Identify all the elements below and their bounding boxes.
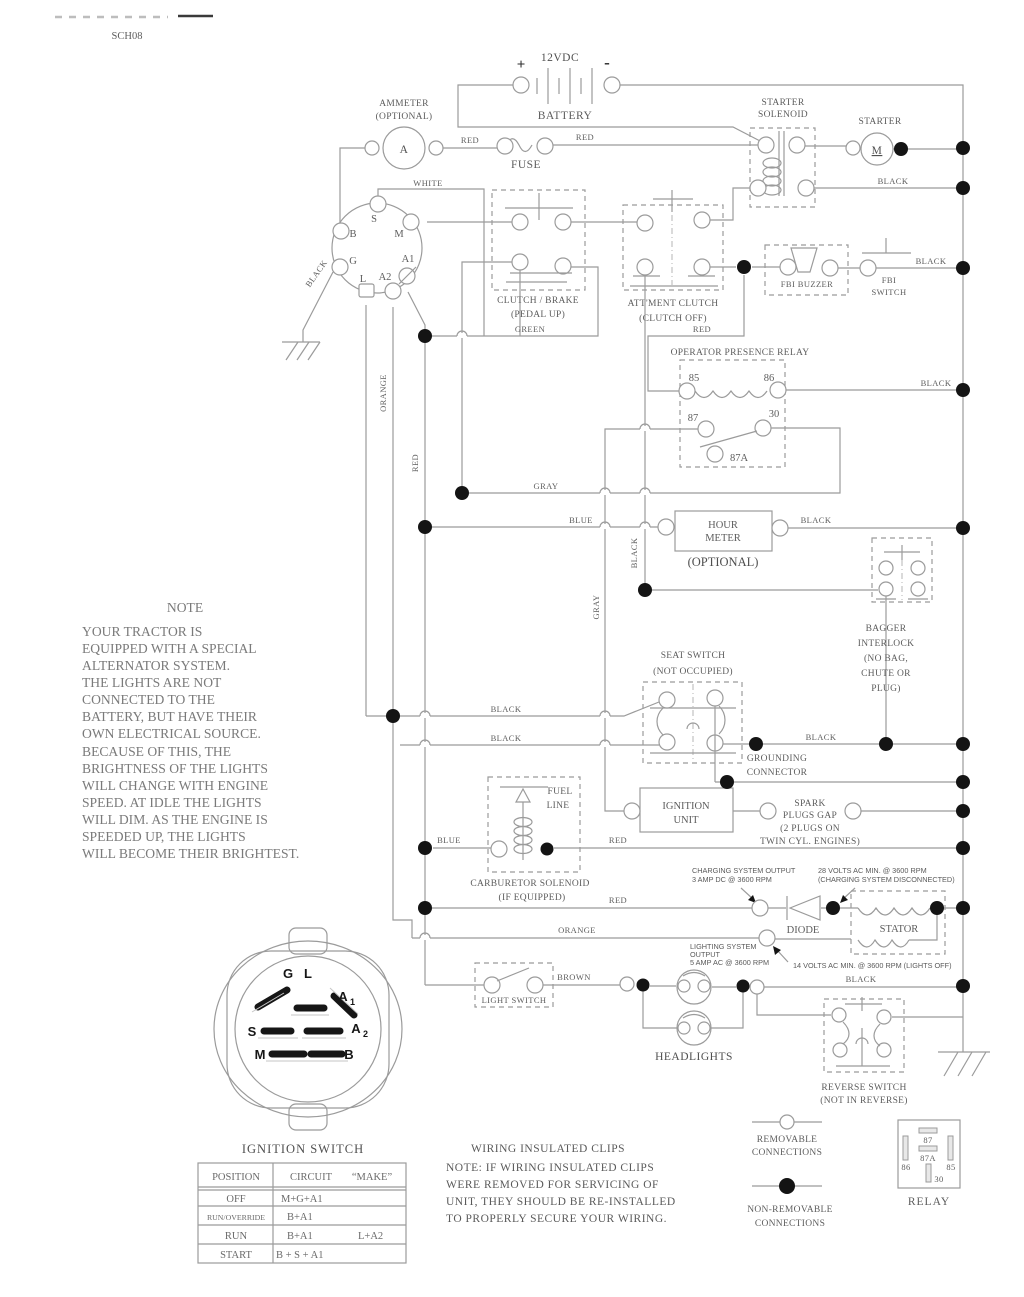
fbi-switch <box>860 238 963 297</box>
connector-pin-s: S <box>247 1024 257 1039</box>
wire-label-red: RED <box>575 132 595 142</box>
bagger-label3: (NO BAG, <box>863 654 909 664</box>
wire-label-gray: GRAY <box>533 481 559 491</box>
bagger-label1: BAGGER <box>865 624 907 634</box>
ammeter-label: AMMETER <box>379 99 429 109</box>
bagger-label2: INTERLOCK <box>857 639 915 649</box>
connector-pin-a1-sub: 1 <box>350 997 356 1007</box>
note-title: NOTE <box>166 600 204 615</box>
relay-pinout-87a: 87A <box>920 1153 936 1163</box>
light-switch-label: LIGHT SWITCH <box>481 995 547 1005</box>
table-cell: RUN <box>224 1231 248 1242</box>
wire-hops <box>420 331 650 940</box>
clutch-brake-label: CLUTCH / BRAKE <box>497 296 579 306</box>
lighting-output-label: LIGHTING SYSTEM <box>690 942 757 951</box>
wire-label-red-vert: RED <box>410 453 420 473</box>
note-line: WILL CHANGE WITH ENGINE <box>82 778 269 793</box>
fuel-label2: LINE <box>546 801 570 811</box>
connector-pin-m: M <box>254 1047 266 1062</box>
reverse-switch <box>757 994 963 1106</box>
seat-switch-label: SEAT SWITCH <box>660 651 726 661</box>
reverse-switch-label: REVERSE SWITCH <box>821 1083 907 1093</box>
spark-label1: SPARK <box>794 799 826 809</box>
ignition-switch-connector <box>214 928 402 1156</box>
note-line: WILL BECOME THEIR BRIGHTEST. <box>82 846 300 861</box>
spark-label3: (2 PLUGS ON <box>780 824 840 834</box>
note-line: THE LIGHTS ARE NOT <box>82 675 222 690</box>
connector-pin-a2-sub: 2 <box>363 1029 369 1039</box>
ignition-unit-label: IGNITION <box>662 801 710 812</box>
wire-label-black: BLACK <box>800 515 832 525</box>
note-line: BRIGHTNESS OF THE LIGHTS <box>82 761 268 776</box>
note-line: OWN ELECTRICAL SOURCE. <box>82 726 261 741</box>
removable-connections-legend <box>752 1115 822 1158</box>
relay-pin-85: 85 <box>688 373 700 384</box>
table-header-make: “MAKE” <box>351 1172 393 1183</box>
wire-label-red: RED <box>608 895 628 905</box>
hour-meter-label2: METER <box>705 533 741 544</box>
ground-icon <box>282 342 320 360</box>
note-line: BECAUSE OF THIS, THE <box>82 744 232 759</box>
note-line: EQUIPPED WITH A SPECIAL <box>82 641 257 656</box>
wire-label-black: BLACK <box>915 256 947 266</box>
connector-pin-l: L <box>304 966 312 981</box>
wire-label-red: RED <box>692 324 712 334</box>
key-pin-a1: A1 <box>401 254 415 265</box>
battery-minus: - <box>604 53 610 72</box>
battery-label: BATTERY <box>537 110 593 122</box>
ground-icon <box>938 1052 990 1076</box>
connector-pin-b: B <box>344 1047 354 1062</box>
relay-pin-30: 30 <box>768 409 780 420</box>
op-relay-title: OPERATOR PRESENCE RELAY <box>670 348 810 358</box>
table-cell: M+G+A1 <box>281 1194 323 1205</box>
charging-output-label2: 3 AMP DC @ 3600 RPM <box>692 875 772 884</box>
fbi-switch-label: FBI <box>881 275 897 285</box>
clips-title: WIRING INSULATED CLIPS <box>470 1143 626 1155</box>
relay-pinout <box>898 1120 960 1208</box>
table-cell: B + S + A1 <box>276 1250 324 1261</box>
stator <box>851 891 963 954</box>
wire-label-black: BLACK <box>303 257 330 289</box>
connector-pin-g: G <box>282 966 294 981</box>
wire-label-white: WHITE <box>413 178 443 188</box>
clutch-brake-label2: (PEDAL UP) <box>510 310 566 320</box>
starter-symbol: M <box>871 145 883 157</box>
ignition-switch-table <box>198 1163 406 1263</box>
hour-meter-optional: (OPTIONAL) <box>687 555 759 569</box>
note-block <box>82 600 299 861</box>
ammeter-optional: (OPTIONAL) <box>375 112 433 122</box>
wire-label-black: BLACK <box>877 176 909 186</box>
carburetor-solenoid <box>433 777 963 903</box>
fbi-buzzer <box>752 245 860 295</box>
note-line: SPEEDED UP, THE LIGHTS <box>82 829 246 844</box>
stator-label: STATOR <box>879 924 919 935</box>
headlights-label: HEADLIGHTS <box>655 1051 733 1063</box>
connector-pin-a2: A <box>351 1021 361 1036</box>
battery-plus: + <box>516 57 526 73</box>
relay-pin-87: 87 <box>687 413 699 424</box>
volts28-label2: (CHARGING SYSTEM DISCONNECTED) <box>818 875 955 884</box>
volts14-label: 14 VOLTS AC MIN. @ 3600 RPM (LIGHTS OFF) <box>793 961 952 970</box>
light-switch <box>425 963 620 1007</box>
table-cell: RUN/OVERRIDE <box>206 1213 266 1222</box>
attment-clutch-label: ATT'MENT CLUTCH <box>627 299 719 309</box>
starter-solenoid <box>750 98 815 207</box>
key-pin-g: G <box>349 256 357 267</box>
hour-meter <box>425 511 963 569</box>
wire-label-black-vert: BLACK <box>629 537 639 569</box>
table-cell: START <box>220 1250 252 1261</box>
wiring-clips-note <box>446 1143 676 1225</box>
reverse-switch-label2: (NOT IN REVERSE) <box>820 1096 908 1106</box>
grounding-label: GROUNDING <box>746 754 808 764</box>
lighting-output-label3: 5 AMP AC @ 3600 RPM <box>690 958 770 967</box>
table-header-position: POSITION <box>212 1172 260 1183</box>
key-pin-b: B <box>349 229 357 240</box>
table-cell: L+A2 <box>358 1231 384 1242</box>
key-pin-l: L <box>359 274 367 285</box>
schematic-code: SCH08 <box>111 31 143 42</box>
fuel-label: FUEL <box>547 787 573 797</box>
fuse <box>443 132 758 171</box>
header <box>55 16 213 42</box>
wire-label-orange: ORANGE <box>558 925 596 935</box>
wire-label-black: BLACK <box>490 733 522 743</box>
clips-line: NOTE: IF WIRING INSULATED CLIPS <box>446 1162 655 1174</box>
spark-label2: PLUGS GAP <box>782 811 838 821</box>
table-header-circuit: CIRCUIT <box>290 1172 332 1183</box>
carb-label: CARBURETOR SOLENOID <box>470 879 590 889</box>
wire-label-black: BLACK <box>805 732 837 742</box>
non-removable-label: NON-REMOVABLE <box>747 1205 833 1215</box>
bagger-label5: PLUG) <box>871 684 901 694</box>
starter-motor <box>710 117 963 220</box>
wire-label-red: RED <box>460 135 480 145</box>
non-removable-label2: CONNECTIONS <box>754 1219 826 1229</box>
seat-switch-label2: (NOT OCCUPIED) <box>653 667 733 677</box>
wire-label-black: BLACK <box>920 378 952 388</box>
wire-label-brown: BROWN <box>557 972 591 982</box>
key-pin-s: S <box>371 214 377 225</box>
wire-label-black: BLACK <box>490 704 522 714</box>
lighting-output-label2: OUTPUT <box>690 950 720 959</box>
fuse-label: FUSE <box>510 159 542 171</box>
volts28-label: 28 VOLTS AC MIN. @ 3600 RPM <box>818 866 927 875</box>
relay-pinout-label: RELAY <box>907 1196 951 1208</box>
table-cell: B+A1 <box>287 1231 313 1242</box>
relay-pinout-30: 30 <box>934 1174 944 1184</box>
relay-pin-87a: 87A <box>729 453 749 464</box>
grounding-label2: CONNECTOR <box>746 768 808 778</box>
ignition-unit-label2: UNIT <box>673 815 699 826</box>
note-line: ALTERNATOR SYSTEM. <box>82 658 231 673</box>
note-line: SPEED. AT IDLE THE LIGHTS <box>82 795 262 810</box>
ignition-switch-label: IGNITION SWITCH <box>241 1142 365 1156</box>
fbi-buzzer-label: FBI BUZZER <box>780 279 834 289</box>
wire-label-green: GREEN <box>514 324 546 334</box>
clutch-brake-switch <box>462 190 637 493</box>
carb-label2: (IF EQUIPPED) <box>498 893 566 903</box>
fbi-switch-label2: SWITCH <box>871 287 907 297</box>
bagger-label4: CHUTE OR <box>861 669 911 679</box>
connector-pin-a1: A <box>338 989 348 1004</box>
table-cell: OFF <box>226 1194 246 1205</box>
relay-pin-86: 86 <box>763 373 775 384</box>
battery <box>458 52 762 142</box>
hour-meter-label: HOUR <box>708 520 738 531</box>
spark-plugs <box>733 799 963 847</box>
battery-voltage: 12VDC <box>540 52 580 64</box>
key-pin-m: M <box>394 229 404 240</box>
wire-label-gray-vert: GRAY <box>591 594 601 620</box>
key-pin-a2: A2 <box>378 272 392 283</box>
wire-label-black: BLACK <box>845 974 877 984</box>
relay-pinout-87: 87 <box>923 1135 933 1145</box>
key-switch <box>282 178 512 985</box>
clips-line: UNIT, THEY SHOULD BE RE-INSTALLED <box>446 1196 676 1208</box>
clips-line: WERE REMOVED FOR SERVICING OF <box>446 1179 659 1191</box>
ammeter <box>340 99 443 223</box>
ammeter-symbol: A <box>399 144 409 156</box>
relay-pinout-86: 86 <box>901 1162 911 1172</box>
relay-pinout-85: 85 <box>946 1162 956 1172</box>
starter-label: STARTER <box>858 117 902 127</box>
attment-clutch-label2: (CLUTCH OFF) <box>639 314 707 324</box>
diode-label: DIODE <box>786 925 820 936</box>
wire-label-red: RED <box>608 835 628 845</box>
starter-solenoid-label: STARTER <box>761 98 805 108</box>
note-line: WILL DIM. AS THE ENGINE IS <box>82 812 268 827</box>
removable-label2: CONNECTIONS <box>751 1148 823 1158</box>
wire-label-blue: BLUE <box>437 835 461 845</box>
removable-label: REMOVABLE <box>756 1135 818 1145</box>
spark-label4: TWIN CYL. ENGINES) <box>759 837 861 847</box>
non-removable-connections-legend <box>747 1178 833 1229</box>
note-line: YOUR TRACTOR IS <box>82 624 203 639</box>
wire-label-blue: BLUE <box>569 515 593 525</box>
note-line: BATTERY, BUT HAVE THEIR <box>82 709 257 724</box>
table-cell: B+A1 <box>287 1212 313 1223</box>
note-line: CONNECTED TO THE <box>82 692 215 707</box>
clips-line: TO PROPERLY SECURE YOUR WIRING. <box>446 1213 668 1225</box>
charging-output-label: CHARGING SYSTEM OUTPUT <box>692 866 796 875</box>
starter-solenoid-label2: SOLENOID <box>758 110 808 120</box>
wire-label-orange-vert: ORANGE <box>378 374 388 412</box>
